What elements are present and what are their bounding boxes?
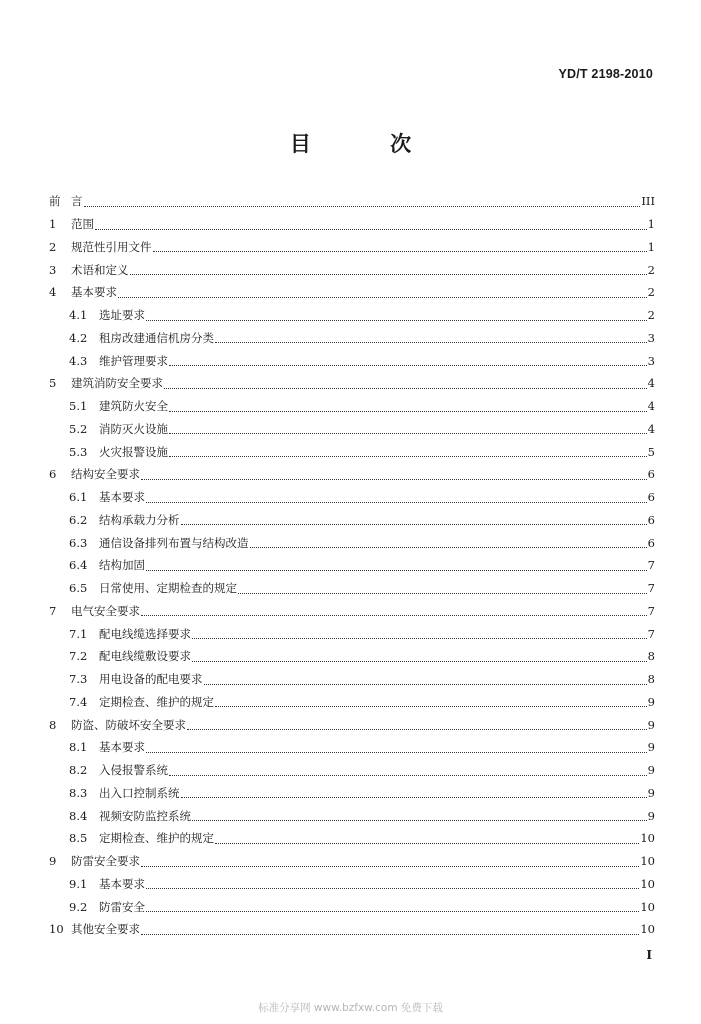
toc-entry[interactable] (49, 895, 655, 918)
toc-dot-leader (146, 306, 647, 321)
toc-entry-title: 通信设备排列布置与结构改造 (99, 535, 249, 550)
toc-entry-number: 8.2 (69, 763, 88, 778)
toc-dot-leader (84, 192, 641, 207)
toc-entry[interactable] (49, 509, 655, 532)
toc-entry-page: 10 (640, 831, 655, 846)
toc-entry-number: 4 (49, 285, 57, 300)
toc-entry[interactable] (49, 304, 655, 327)
toc-dot-leader (141, 920, 639, 935)
toc-entry-title: 基本要求 (99, 876, 145, 891)
toc-entry-title: 用电设备的配电要求 (99, 672, 203, 687)
toc-entry[interactable] (49, 736, 655, 759)
toc-entry-page: 9 (647, 763, 655, 778)
toc-entry-number: 7.3 (69, 672, 88, 687)
toc-entry[interactable] (49, 418, 655, 441)
toc-entry-number: 4.3 (69, 353, 88, 368)
toc-dot-leader (141, 601, 647, 616)
toc-entry[interactable] (49, 577, 655, 600)
toc-entry[interactable] (49, 349, 655, 372)
toc-entry-number: 7.4 (69, 694, 88, 709)
toc-entry-page: 5 (647, 444, 655, 459)
toc-entry-title: 其他安全要求 (71, 922, 140, 937)
toc-entry-number: 6.4 (69, 558, 88, 573)
toc-entry-title: 结构安全要求 (71, 467, 140, 482)
toc-entry-page: 1 (647, 217, 655, 232)
toc-dot-leader (169, 442, 647, 457)
toc-entry[interactable] (49, 873, 655, 896)
toc-entry[interactable] (49, 258, 655, 281)
toc-entry[interactable] (49, 622, 655, 645)
toc-entry-page: 6 (647, 535, 655, 550)
toc-entry-title: 基本要求 (99, 490, 145, 505)
toc-entry-number: 5 (49, 376, 57, 391)
toc-entry-title: 视频安防监控系统 (99, 808, 191, 823)
toc-entry-title: 火灾报警设施 (99, 444, 168, 459)
toc-entry-number: 8.3 (69, 785, 88, 800)
toc-entry-title: 定期检查、维护的规定 (99, 694, 214, 709)
table-of-contents (49, 190, 655, 941)
toc-dot-leader (169, 761, 647, 776)
toc-dot-leader (250, 533, 647, 548)
toc-entry[interactable] (49, 804, 655, 827)
toc-entry[interactable] (49, 918, 655, 941)
toc-entry-number: 5.3 (69, 444, 88, 459)
toc-entry-page: 6 (647, 512, 655, 527)
toc-entry-page: 4 (647, 399, 655, 414)
toc-entry-title: 出入口控制系统 (99, 785, 180, 800)
toc-entry-title: 言 (71, 194, 83, 209)
toc-entry-number: 4.2 (69, 330, 88, 345)
toc-dot-leader (164, 374, 647, 389)
toc-entry-number: 8.5 (69, 831, 88, 846)
toc-dot-leader (169, 351, 647, 366)
toc-entry-number: 5.2 (69, 421, 88, 436)
toc-entry-page: 2 (647, 262, 655, 277)
toc-dot-leader (130, 260, 647, 275)
toc-entry[interactable] (49, 600, 655, 623)
toc-entry-title: 结构加固 (99, 558, 145, 573)
toc-dot-leader (187, 715, 647, 730)
toc-entry[interactable] (49, 691, 655, 714)
page-number: I (646, 948, 652, 962)
toc-entry-page: 3 (647, 330, 655, 345)
toc-entry-title: 术语和定义 (71, 262, 129, 277)
toc-entry-number: 6.5 (69, 581, 88, 596)
toc-entry-title: 基本要求 (99, 740, 145, 755)
toc-entry-page: 7 (647, 581, 655, 596)
toc-dot-leader (192, 647, 647, 662)
toc-entry-number: 7.2 (69, 649, 88, 664)
toc-dot-leader (146, 874, 639, 889)
toc-entry-number: 8 (49, 717, 57, 732)
toc-entry-title: 电气安全要求 (71, 603, 140, 618)
toc-title: 目 次 (289, 131, 448, 156)
toc-entry-title: 配电线缆选择要求 (99, 626, 191, 641)
toc-entry[interactable] (49, 281, 655, 304)
toc-entry-page: 10 (640, 876, 655, 891)
toc-entry-page: 3 (647, 353, 655, 368)
toc-entry-title: 入侵报警系统 (99, 763, 168, 778)
toc-entry-page: 10 (640, 922, 655, 937)
toc-entry-page: 4 (647, 376, 655, 391)
watermark: 标准分享网 www.bzfxw.com 免费下载 (258, 1002, 443, 1014)
toc-dot-leader (118, 283, 647, 298)
toc-entry-page: 2 (647, 308, 655, 323)
toc-entry-page: 8 (647, 649, 655, 664)
toc-dot-leader (181, 783, 647, 798)
toc-entry-page: 10 (640, 899, 655, 914)
toc-entry-page: 9 (647, 717, 655, 732)
toc-entry-title: 日常使用、定期检查的规定 (99, 581, 237, 596)
toc-entry-title: 范围 (71, 217, 94, 232)
toc-entry-number: 9.2 (69, 899, 88, 914)
toc-entry[interactable] (49, 486, 655, 509)
toc-entry-page: 6 (647, 490, 655, 505)
toc-dot-leader (153, 237, 647, 252)
toc-entry-number: 6.3 (69, 535, 88, 550)
toc-entry[interactable] (49, 531, 655, 554)
toc-dot-leader (215, 328, 647, 343)
toc-entry-number: 6.2 (69, 512, 88, 527)
toc-entry-title: 结构承载力分析 (99, 512, 180, 527)
toc-entry-number: 4.1 (69, 308, 88, 323)
toc-entry-title: 定期检查、维护的规定 (99, 831, 214, 846)
toc-entry-title: 维护管理要求 (99, 353, 168, 368)
toc-entry-number: 3 (49, 262, 57, 277)
toc-entry-number: 6 (49, 467, 57, 482)
toc-dot-leader (146, 897, 639, 912)
toc-dot-leader (215, 692, 647, 707)
toc-dot-leader (181, 510, 647, 525)
toc-entry-page: 10 (640, 854, 655, 869)
toc-dot-leader (169, 419, 647, 434)
toc-dot-leader (204, 670, 647, 685)
toc-entry-page: 6 (647, 467, 655, 482)
toc-entry-number: 前 (49, 194, 61, 209)
toc-entry[interactable] (49, 213, 655, 236)
toc-entry[interactable] (49, 327, 655, 350)
toc-entry-number: 2 (49, 239, 57, 254)
toc-entry-title: 规范性引用文件 (71, 239, 152, 254)
toc-entry[interactable] (49, 372, 655, 395)
toc-dot-leader (146, 738, 647, 753)
toc-dot-leader (146, 488, 647, 503)
toc-entry-page: 8 (647, 672, 655, 687)
toc-entry-page: 2 (647, 285, 655, 300)
toc-dot-leader (169, 397, 647, 412)
toc-entry-number: 1 (49, 217, 57, 232)
toc-entry[interactable] (49, 463, 655, 486)
toc-entry-title: 基本要求 (71, 285, 117, 300)
toc-dot-leader (141, 852, 639, 867)
toc-entry-number: 7.1 (69, 626, 88, 641)
toc-entry[interactable] (49, 645, 655, 668)
toc-entry-page: 9 (647, 785, 655, 800)
document-code: YD/T 2198-2010 (558, 67, 653, 81)
toc-entry-number: 7 (49, 603, 57, 618)
toc-entry[interactable] (49, 190, 655, 213)
toc-dot-leader (192, 806, 647, 821)
toc-entry-title: 租房改建通信机房分类 (99, 330, 214, 345)
toc-entry-number: 5.1 (69, 399, 88, 414)
toc-dot-leader (95, 215, 647, 230)
toc-entry-title: 消防灭火设施 (99, 421, 168, 436)
toc-entry-number: 8.4 (69, 808, 88, 823)
toc-dot-leader (141, 465, 647, 480)
toc-entry-title: 建筑防火安全 (99, 399, 168, 414)
toc-entry[interactable] (49, 668, 655, 691)
toc-entry-page: 9 (647, 694, 655, 709)
toc-entry[interactable] (49, 827, 655, 850)
toc-entry-title: 防盗、防破坏安全要求 (71, 717, 186, 732)
toc-dot-leader (215, 829, 639, 844)
toc-entry-number: 10 (49, 922, 64, 937)
toc-entry-number: 9 (49, 854, 57, 869)
toc-entry-title: 建筑消防安全要求 (71, 376, 163, 391)
toc-entry-page: 7 (647, 626, 655, 641)
toc-entry[interactable] (49, 713, 655, 736)
toc-entry-number: 6.1 (69, 490, 88, 505)
toc-entry-number: 9.1 (69, 876, 88, 891)
toc-entry[interactable] (49, 554, 655, 577)
toc-entry-page: 1 (647, 239, 655, 254)
toc-entry[interactable] (49, 759, 655, 782)
toc-entry-page: 7 (647, 603, 655, 618)
toc-dot-leader (192, 624, 647, 639)
toc-entry-number: 8.1 (69, 740, 88, 755)
toc-dot-leader (238, 579, 647, 594)
toc-entry-title: 选址要求 (99, 308, 145, 323)
toc-entry[interactable] (49, 440, 655, 463)
toc-entry-title: 配电线缆敷设要求 (99, 649, 191, 664)
toc-entry-title: 防雷安全 (99, 899, 145, 914)
toc-dot-leader (146, 556, 647, 571)
toc-entry-page: 9 (647, 740, 655, 755)
toc-entry[interactable] (49, 782, 655, 805)
toc-entry-page: 9 (647, 808, 655, 823)
toc-entry[interactable] (49, 395, 655, 418)
toc-entry-page: III (641, 194, 655, 209)
toc-entry[interactable] (49, 236, 655, 259)
toc-entry-page: 4 (647, 421, 655, 436)
toc-entry-page: 7 (647, 558, 655, 573)
toc-entry[interactable] (49, 850, 655, 873)
toc-entry-title: 防雷安全要求 (71, 854, 140, 869)
